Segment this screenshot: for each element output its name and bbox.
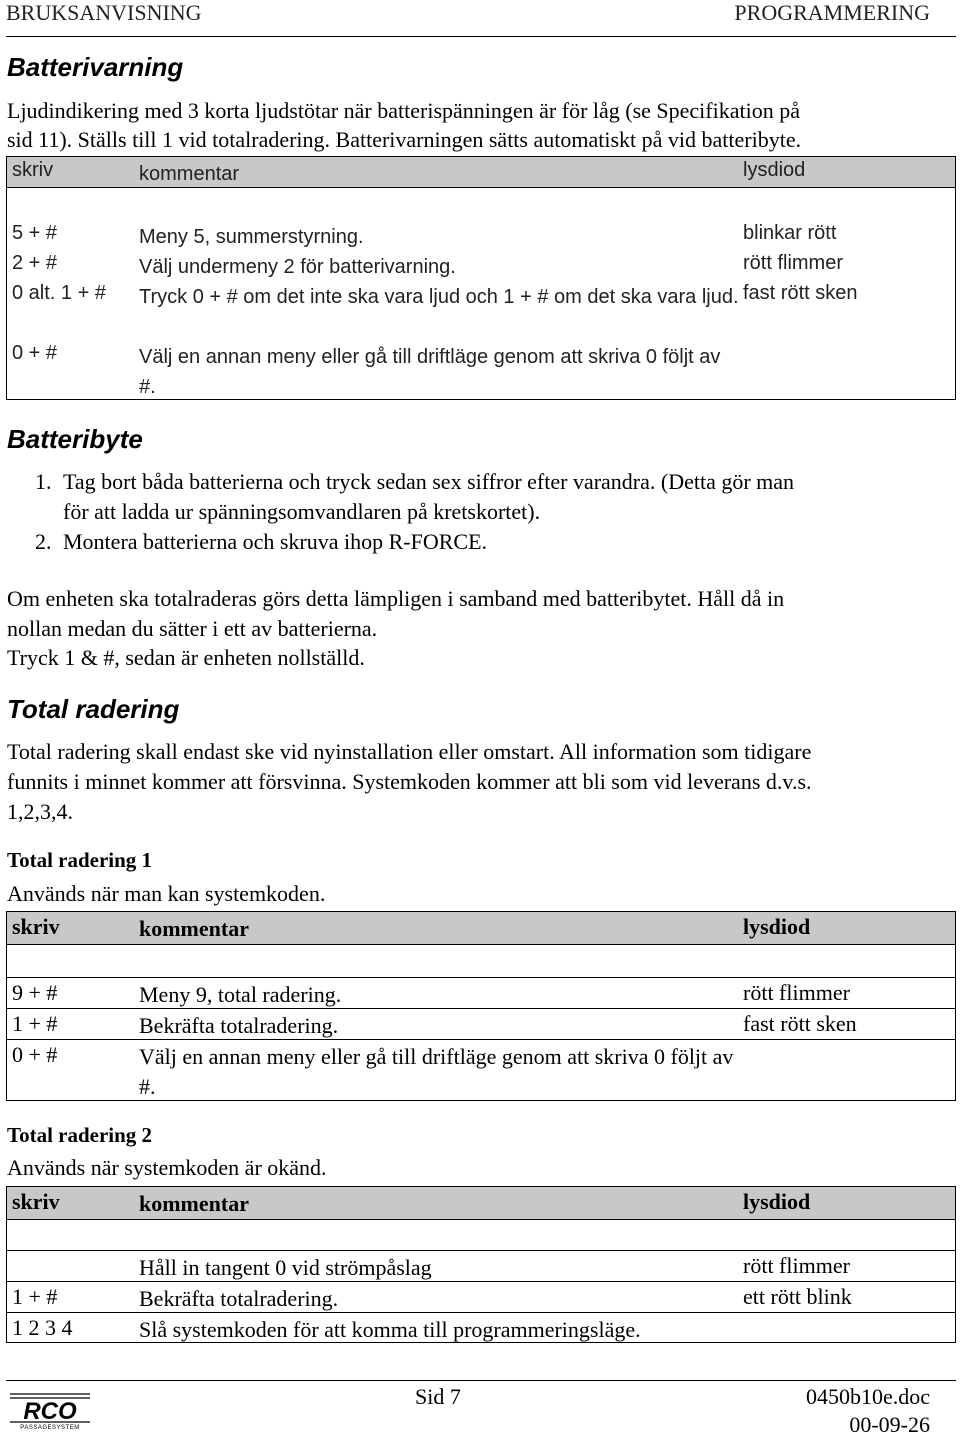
table-header (7, 157, 955, 188)
table-row (7, 250, 955, 280)
cell-kommentar: Meny 5, summerstyrning. (139, 226, 364, 248)
cell-skriv: 5 + # (12, 222, 58, 244)
list-item (7, 527, 794, 557)
cell-lysdiod: fast rött sken (743, 1011, 857, 1036)
step-number: 2. (35, 529, 52, 554)
cell-skriv: 1 2 3 4 (12, 1315, 73, 1340)
paragraph-line: Ljudindikering med 3 korta ljudstötar när batterispänningen är för låg (se Specifikation på (7, 98, 800, 123)
table-row (7, 978, 955, 1009)
paragraph-line: Används när man kan systemkoden. (7, 881, 326, 906)
table-spacer (7, 1220, 955, 1251)
cell-kommentar: Välj undermeny 2 för batterivarning. (139, 256, 456, 278)
rco-logo (6, 1388, 94, 1430)
col-kommentar: kommentar (139, 1191, 249, 1216)
cell-lysdiod: rött flimmer (743, 1253, 850, 1278)
paragraph-line: funnits i minnet kommer att försvinna. Systemkoden kommer att bli som vid leverans d.v.s. (7, 769, 812, 794)
cell-kommentar: Välj en annan meny eller gå till driftläge genom att skriva 0 följt av #. (139, 1044, 734, 1099)
table-spacer (7, 945, 955, 978)
page-number: Sid 7 (415, 1384, 461, 1409)
paragraph-line: 1,2,3,4. (7, 799, 73, 824)
header-right: PROGRAMMERING (734, 0, 930, 25)
table-row (7, 1009, 955, 1040)
col-kommentar: kommentar (139, 916, 249, 941)
table-spacer (7, 188, 955, 220)
cell-skriv: 0 alt. 1 + # (12, 282, 106, 304)
heading-batteribyte: Batteribyte (7, 424, 143, 454)
logo-text: RCO (23, 1398, 77, 1425)
paragraph-line: Total radering skall endast ske vid nyinstallation eller omstart. All information som tidigare (7, 739, 812, 764)
table-row (7, 1313, 955, 1345)
col-lysdiod: lysdiod (743, 1189, 811, 1214)
doc-date: 00-09-26 (849, 1412, 930, 1437)
cell-kommentar: Bekräfta totalradering. (139, 1286, 339, 1311)
table-batterivarning (6, 156, 956, 400)
step-text: Montera batterierna och skruva ihop R-FORCE. (63, 529, 488, 554)
cell-skriv: 9 + # (12, 980, 58, 1005)
logo-subtext: PASSAGESYSTEM (20, 1425, 80, 1430)
list-item (7, 467, 794, 527)
step-text-cont: för att ladda ur spänningsomvandlaren på kretskortet). (63, 499, 541, 524)
subheading-total-radering-1: Total radering 1 (7, 848, 153, 872)
paragraph-line: Används när systemkoden är okänd. (7, 1155, 327, 1180)
steps-list (7, 467, 794, 557)
header-left: BRUKSANVISNING (6, 0, 202, 25)
col-lysdiod: lysdiod (743, 159, 806, 181)
table-header (7, 1187, 955, 1220)
cell-kommentar: Håll in tangent 0 vid strömpåslag (139, 1255, 432, 1280)
col-skriv: skriv (12, 159, 54, 181)
cell-skriv: 1 + # (12, 1284, 58, 1309)
heading-total-radering: Total radering (7, 694, 180, 724)
cell-lysdiod: blinkar rött (743, 222, 837, 244)
table-total-radering-2 (6, 1186, 956, 1343)
subheading-total-radering-2: Total radering 2 (7, 1123, 153, 1147)
cell-skriv: 2 + # (12, 252, 58, 274)
cell-skriv: 0 + # (12, 342, 58, 364)
paragraph-line: nollan medan du sätter i ett av batterierna. (7, 616, 378, 641)
cell-skriv: 0 + # (12, 1042, 58, 1067)
footer-rule (6, 1380, 956, 1381)
table-row (7, 340, 955, 398)
table-row (7, 220, 955, 250)
col-skriv: skriv (12, 1189, 60, 1214)
table-row (7, 280, 955, 340)
col-skriv: skriv (12, 914, 60, 939)
cell-kommentar: Meny 9, total radering. (139, 982, 342, 1007)
table-header (7, 912, 955, 945)
heading-batterivarning: Batterivarning (7, 52, 184, 82)
cell-skriv: 1 + # (12, 1011, 58, 1036)
cell-lysdiod: ett rött blink (743, 1284, 852, 1309)
doc-name: 0450b10e.doc (805, 1384, 930, 1409)
cell-kommentar: Bekräfta totalradering. (139, 1013, 339, 1038)
cell-kommentar: Tryck 0 + # om det inte ska vara ljud och 1 + # om det ska vara ljud. (139, 286, 739, 308)
paragraph-line: Om enheten ska totalraderas görs detta lämpligen i samband med batteribytet. Håll då in (7, 586, 785, 611)
table-total-radering-1 (6, 911, 956, 1101)
table-row (7, 1251, 955, 1282)
col-lysdiod: lysdiod (743, 914, 811, 939)
header-rule (6, 36, 956, 37)
table-row (7, 1040, 955, 1100)
paragraph-line: Tryck 1 & #, sedan är enheten nollställd. (7, 645, 365, 670)
cell-kommentar: Slå systemkoden för att komma till programmeringsläge. (139, 1317, 641, 1342)
step-text: Tag bort båda batterierna och tryck sedan sex siffror efter varandra. (Detta gör man (63, 469, 795, 494)
col-kommentar: kommentar (139, 163, 240, 185)
step-number: 1. (35, 469, 52, 494)
cell-lysdiod: rött flimmer (743, 980, 850, 1005)
cell-kommentar: Välj en annan meny eller gå till driftläge genom att skriva 0 följt av #. (139, 346, 721, 398)
cell-lysdiod: fast rött sken (743, 282, 858, 304)
cell-lysdiod: rött flimmer (743, 252, 843, 274)
table-row (7, 1282, 955, 1313)
paragraph-line: sid 11). Ställs till 1 vid totalradering. Batterivarningen sätts automatiskt på vid batteribyte. (7, 127, 802, 152)
